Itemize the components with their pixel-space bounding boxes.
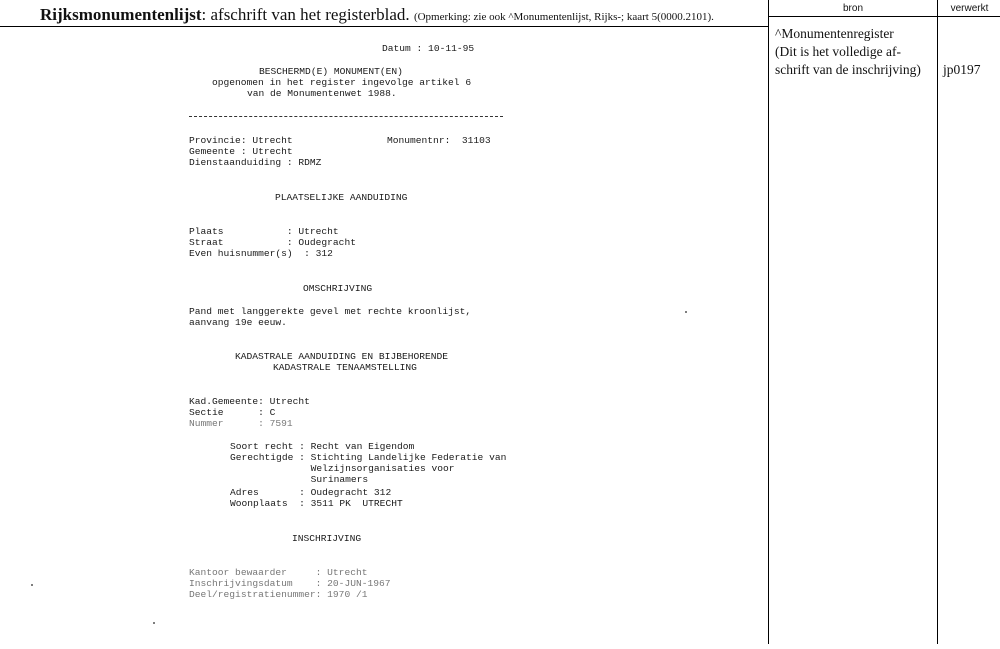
register-intro-line: opgenomen in het register ingevolge artikel 6 (212, 77, 472, 88)
omschrijving-line: aanvang 19e eeuw. (189, 317, 287, 328)
register-gemeente: Gemeente : Utrecht (189, 146, 293, 157)
title-bold: Rijksmonumentenlijst (40, 5, 202, 24)
scan-speck (685, 311, 687, 313)
register-gerechtigde-line: Welzijnsorganisaties voor (230, 463, 455, 474)
heading-omschrijving: OMSCHRIJVING (303, 283, 373, 294)
verwerkt-cell: jp0197 (943, 62, 981, 77)
register-intro-line: van de Monumentenwet 1988. (247, 88, 397, 99)
register-provincie: Provincie: Utrecht (189, 135, 293, 146)
title-rest: : afschrift van het registerblad. (201, 5, 410, 24)
scan-speck (153, 622, 155, 624)
document-title (40, 6, 714, 26)
register-deel: Deel/registratienummer: 1970 /1 (189, 589, 368, 600)
register-dienstaanduiding: Dienstaanduiding : RDMZ (189, 157, 322, 168)
column-divider-right (937, 0, 938, 644)
register-adres: Adres : Oudegracht 312 (230, 487, 392, 498)
register-woonplaats: Woonplaats : 3511 PK UTRECHT (230, 498, 403, 509)
column-divider-left (768, 0, 769, 644)
bron-cell (775, 25, 937, 79)
title-note: (Opmerking: zie ook ^Monumentenlijst, Rijks-; kaart 5(0000.2101). (413, 11, 714, 23)
register-inschrijvingsdatum: Inschrijvingsdatum : 20-JUN-1967 (189, 578, 391, 589)
register-datum: Datum : 10-11-95 (382, 43, 475, 54)
register-plaats: Plaats : Utrecht (189, 226, 339, 237)
bron-line: schrift van de inschrijving) (775, 62, 921, 77)
heading-kadastrale-tenaamstelling: KADASTRALE TENAAMSTELLING (273, 362, 417, 373)
register-separator (189, 116, 503, 117)
register-sectie: Sectie : C (189, 407, 276, 418)
bron-line: ^Monumentenregister (775, 26, 894, 41)
register-kad-gemeente: Kad.Gemeente: Utrecht (189, 396, 310, 407)
register-huisnummer: Even huisnummer(s) : 312 (189, 248, 333, 259)
title-row (0, 0, 768, 27)
register-kantoor: Kantoor bewaarder : Utrecht (189, 567, 368, 578)
heading-plaatselijke-aanduiding: PLAATSELIJKE AANDUIDING (275, 192, 408, 203)
heading-inschrijving: INSCHRIJVING (292, 533, 362, 544)
bron-line: (Dit is het volledige af- (775, 44, 901, 59)
column-header-verwerkt: verwerkt (950, 3, 989, 14)
omschrijving-line: Pand met langgerekte gevel met rechte kroonlijst, (189, 306, 472, 317)
register-straat: Straat : Oudegracht (189, 237, 356, 248)
column-header-bron: bron (842, 3, 863, 14)
register-monumentnr: Monumentnr: 31103 (387, 135, 491, 146)
scan-speck (31, 584, 33, 586)
register-nummer: Nummer : 7591 (189, 418, 293, 429)
register-gerechtigde-line: Surinamers (230, 474, 369, 485)
register-intro-line: BESCHERMD(E) MONUMENT(EN) (259, 66, 403, 77)
register-soort-recht: Soort recht : Recht van Eigendom (230, 441, 415, 452)
register-gerechtigde: Gerechtigde : Stichting Landelijke Federatie van (230, 452, 507, 463)
column-header-rule (769, 16, 1000, 17)
heading-kadastrale-aanduiding: KADASTRALE AANDUIDING EN BIJBEHORENDE (235, 351, 449, 362)
